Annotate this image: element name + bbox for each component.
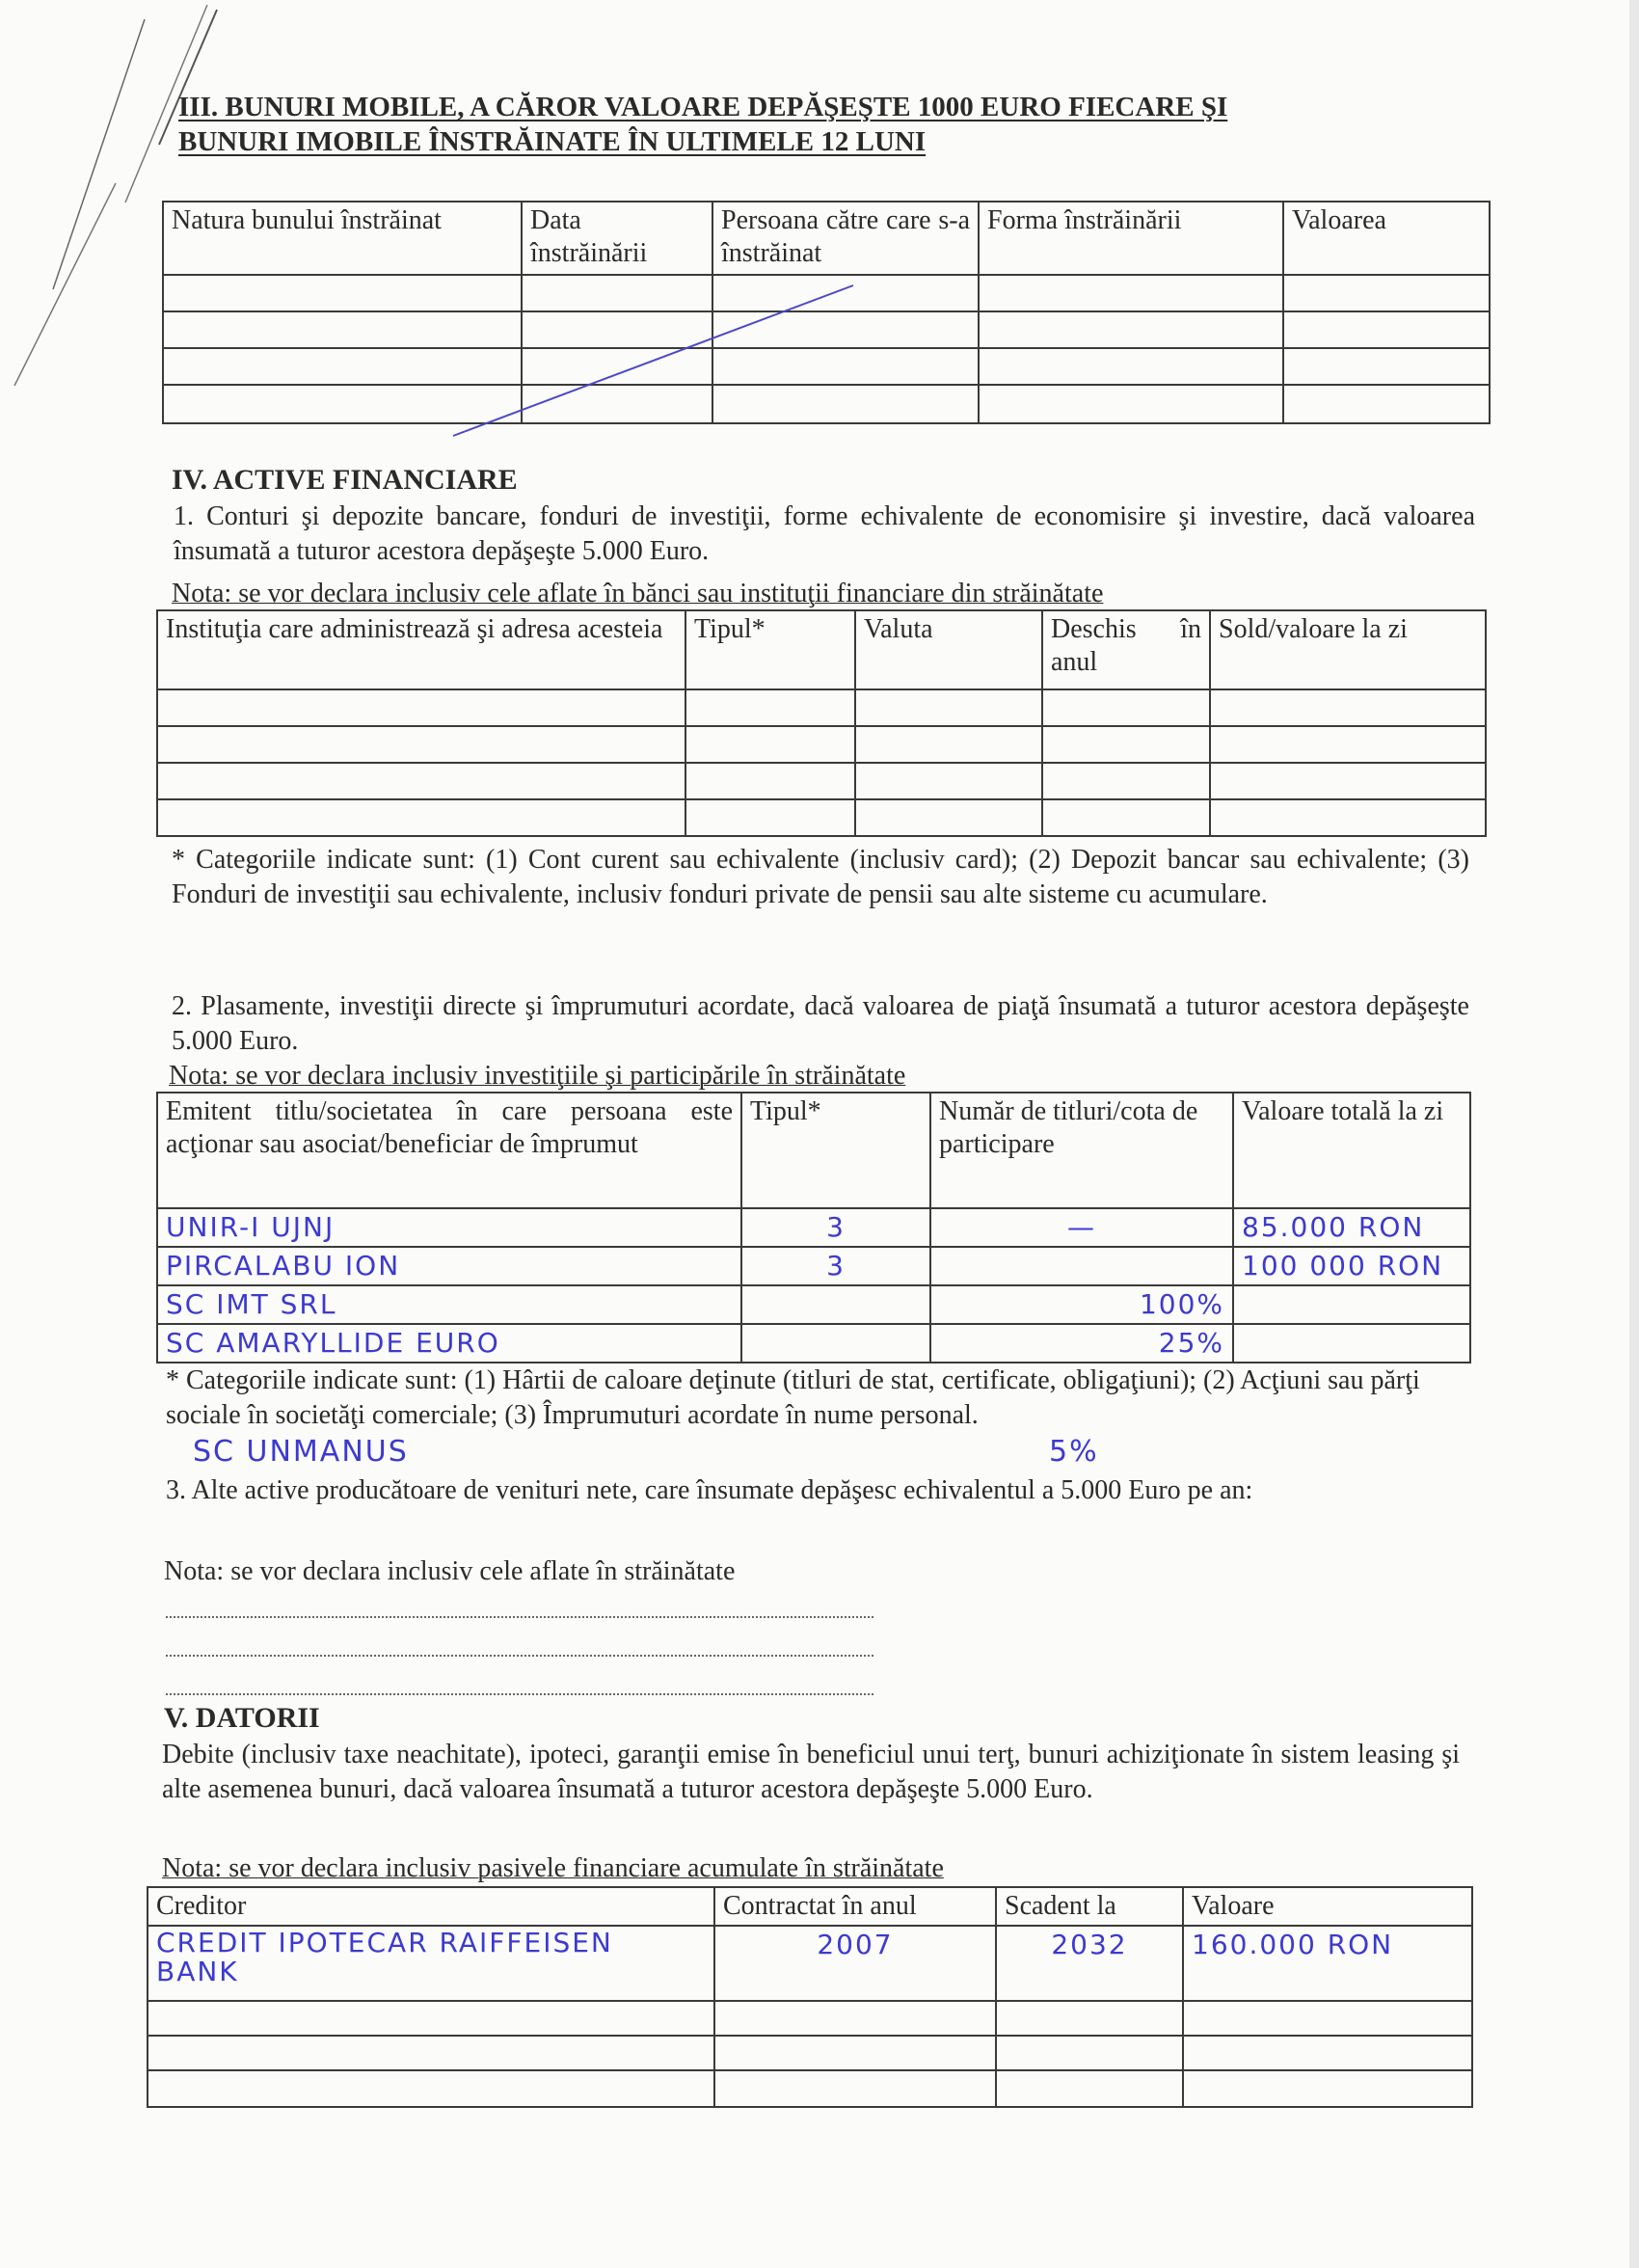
strike-through-line xyxy=(0,0,964,444)
col-header: Persoana către care s-a înstrăinat xyxy=(712,202,979,275)
col-header: Număr de titluri/cota de participare xyxy=(930,1093,1233,1208)
col-header: Tipul* xyxy=(685,610,855,689)
year-cell: 2007 xyxy=(714,1926,996,2001)
type-cell xyxy=(741,1285,930,1324)
share-cell: 100% xyxy=(930,1285,1233,1324)
col-header: Emitent titlu/societatea în care persoana este acţionar sau asociat/beneficiar de împrumut xyxy=(157,1093,741,1208)
table-cell xyxy=(685,763,855,799)
table-header-row xyxy=(148,1887,1472,1926)
table-row xyxy=(157,1208,1470,1247)
blank-line xyxy=(166,1655,873,1657)
issuer-cell: UNIR-I UJNJ xyxy=(157,1208,741,1247)
table-cell xyxy=(979,385,1283,423)
table-cell xyxy=(1042,689,1210,726)
due-cell xyxy=(996,2001,1183,2036)
table-row xyxy=(148,1926,1472,2001)
col-header: Creditor xyxy=(148,1887,714,1926)
table-cell xyxy=(1283,311,1490,348)
col-header: Valoarea xyxy=(1283,202,1490,275)
section5-text: Debite (inclusiv taxe neachitate), ipoteci, garanţii emise în beneficiul unui terţ, bunuri achiziţionate în sistem leasing şi alte asemenea bunuri, dacă valoarea însumată a tuturor acestora depăşeşte 5.000 Euro. xyxy=(162,1740,1460,1804)
share-cell: 25% xyxy=(930,1324,1233,1363)
value-cell xyxy=(1183,2001,1472,2036)
section5-note: Nota: se vor declara inclusiv pasivele financiare acumulate în străinătate xyxy=(162,1853,944,1883)
categories2-note: * Categoriile indicate sunt: (1) Hârtii de caloare deţinute (titluri de stat, certificate, obligaţiuni); (2) Acţiuni sau părţi sociale în societăţi comerciale; (3) Împrumuturi acordate în nume personal. xyxy=(166,1365,1420,1430)
table-cell xyxy=(1042,726,1210,763)
table-cell xyxy=(1210,763,1486,799)
table-cell xyxy=(855,726,1042,763)
due-cell xyxy=(996,2036,1183,2070)
bank-accounts-table xyxy=(156,609,1487,837)
table-row xyxy=(157,1285,1470,1324)
debts-table xyxy=(147,1886,1473,2108)
table-cell xyxy=(685,799,855,836)
table-cell xyxy=(157,689,685,726)
share-cell xyxy=(930,1247,1233,1285)
table-cell xyxy=(979,311,1283,348)
table-row xyxy=(157,1324,1470,1363)
item2-text: 2. Plasamente, investiţii directe şi împrumuturi acordate, dacă valoarea de piaţă însumată a tuturor acestora depăşeşte 5.000 Euro. xyxy=(172,991,1469,1056)
table-cell xyxy=(157,726,685,763)
table-cell xyxy=(1210,726,1486,763)
table-cell xyxy=(1210,799,1486,836)
table-row xyxy=(157,726,1486,763)
handwritten-extra-company: SC UNMANUS xyxy=(193,1435,409,1469)
table-cell xyxy=(1210,689,1486,726)
table-header-row xyxy=(157,1093,1470,1208)
table-cell xyxy=(1283,385,1490,423)
col-header: Natura bunului înstrăinat xyxy=(163,202,522,275)
table-cell xyxy=(1042,799,1210,836)
table-cell xyxy=(979,275,1283,311)
table-row xyxy=(157,1247,1470,1285)
table-row xyxy=(157,799,1486,836)
section4-heading: IV. ACTIVE FINANCIARE xyxy=(172,464,518,496)
col-header: Sold/valoare la zi xyxy=(1210,610,1486,689)
table-cell xyxy=(157,799,685,836)
creditor-cell xyxy=(148,2070,714,2107)
item3-note: Nota: se vor declara inclusiv cele aflate în străinătate xyxy=(164,1556,736,1586)
table-cell xyxy=(1283,348,1490,385)
creditor-cell xyxy=(148,2001,714,2036)
item2-note: Nota: se vor declara inclusiv investiţiile şi participările în străinătate xyxy=(169,1061,906,1091)
col-header: Valuta xyxy=(855,610,1042,689)
col-header: Contractat în anul xyxy=(714,1887,996,1926)
table-cell xyxy=(855,763,1042,799)
item1-note: Nota: se vor declara inclusiv cele aflate în bănci sau instituţii financiare din străinătate xyxy=(172,579,1104,608)
categories1-note: * Categoriile indicate sunt: (1) Cont curent sau echivalente (inclusiv card); (2) Depozit bancar sau echivalente; (3) Fonduri de investiţii sau echivalente, inclusiv fonduri private de pensii sau alte sisteme cu acumulare. xyxy=(172,845,1469,909)
table-row xyxy=(157,689,1486,726)
col-header: Forma înstrăinării xyxy=(979,202,1283,275)
table-cell xyxy=(1042,763,1210,799)
table-cell xyxy=(685,689,855,726)
table-cell xyxy=(855,799,1042,836)
year-cell xyxy=(714,2070,996,2107)
col-header: Tipul* xyxy=(741,1093,930,1208)
year-cell xyxy=(714,2001,996,2036)
blank-line xyxy=(166,1616,873,1618)
table-cell xyxy=(157,763,685,799)
value-cell xyxy=(1233,1285,1470,1324)
value-cell xyxy=(1183,2070,1472,2107)
col-header: Valoare xyxy=(1183,1887,1472,1926)
issuer-cell: SC IMT SRL xyxy=(157,1285,741,1324)
issuer-cell: SC AMARYLLIDE EURO xyxy=(157,1324,741,1363)
table-cell xyxy=(979,348,1283,385)
col-header: Data înstrăinării xyxy=(522,202,712,275)
section3-title-line1: III. BUNURI MOBILE, A CĂROR VALOARE DEPĂŞEŞTE 1000 EURO FIECARE ŞI xyxy=(178,92,1228,122)
table-header-row xyxy=(157,610,1486,689)
value-cell: 100 000 RON xyxy=(1233,1247,1470,1285)
blank-line xyxy=(166,1693,873,1695)
table-cell xyxy=(685,726,855,763)
col-header: Deschis în anul xyxy=(1042,610,1210,689)
handwritten-extra-share: 5% xyxy=(1049,1435,1099,1469)
col-header: Valoare totală la zi xyxy=(1233,1093,1470,1208)
scan-right-edge xyxy=(1629,0,1639,2268)
table-cell xyxy=(1283,275,1490,311)
value-cell xyxy=(1183,2036,1472,2070)
type-cell xyxy=(741,1324,930,1363)
due-cell: 2032 xyxy=(996,1926,1183,2001)
creditor-cell xyxy=(148,2036,714,2070)
type-cell: 3 xyxy=(741,1208,930,1247)
table-row xyxy=(148,2036,1472,2070)
share-cell: — xyxy=(930,1208,1233,1247)
item3-text: 3. Alte active producătoare de venituri nete, care însumate depăşesc echivalentul a 5.000 Euro pe an: xyxy=(166,1475,1253,1505)
table-row xyxy=(148,2001,1472,2036)
col-header: Scadent la xyxy=(996,1887,1183,1926)
investments-table xyxy=(156,1092,1471,1364)
type-cell: 3 xyxy=(741,1247,930,1285)
table-row xyxy=(148,2070,1472,2107)
year-cell xyxy=(714,2036,996,2070)
value-cell: 85.000 RON xyxy=(1233,1208,1470,1247)
item1-text: 1. Conturi şi depozite bancare, fonduri de investiţii, forme echivalente de economisire şi investire, dacă valoarea însumată a tuturor acestora depăşeşte 5.000 Euro. xyxy=(174,501,1475,566)
section5-heading: V. DATORII xyxy=(164,1702,320,1734)
table-cell xyxy=(855,689,1042,726)
value-cell xyxy=(1233,1324,1470,1363)
table-row xyxy=(157,763,1486,799)
due-cell xyxy=(996,2070,1183,2107)
issuer-cell: PIRCALABU ION xyxy=(157,1247,741,1285)
section3-title-line2: BUNURI IMOBILE ÎNSTRĂINATE ÎN ULTIMELE 12 LUNI xyxy=(178,126,927,157)
value-cell: 160.000 RON xyxy=(1183,1926,1472,2001)
creditor-cell: CREDIT IPOTECAR RAIFFEISEN BANK xyxy=(148,1926,714,2001)
col-header: Instituţia care administrează şi adresa acesteia xyxy=(157,610,685,689)
